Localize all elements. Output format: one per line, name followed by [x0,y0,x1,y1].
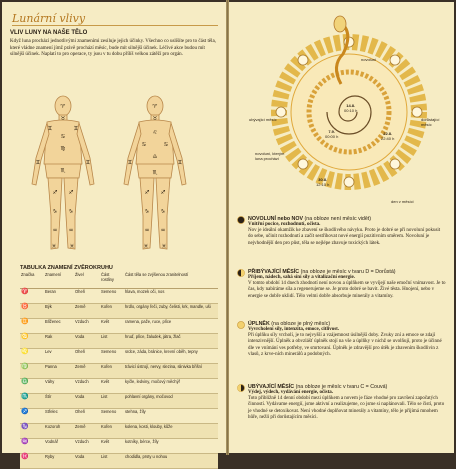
zodiac-element: Voda [74,334,100,349]
zodiac-element: Země [74,424,100,439]
zodiac-symbol-icon: ♉ [20,304,44,319]
col-header-symbol: Značka [20,273,44,289]
svg-text:♏: ♏ [152,170,158,176]
phase-text: Při úplňku síly vrcholí, je to nejvyšší a vzájemnost úsilnější doby. Zvuky zní a emoce se zdají intenzivnější. Úplněk a obvzlášť úplněk stojí na vše a úplňky v nichž se uvolňují, proto je účinné dle ve vnímání ves potřeby, ve smrtovaní. Úplněk je zdravější pro útěk je zbavením škodlivin z vlasů, z krve-ních minerálů a podobných. [248,333,442,357]
svg-text:♊: ♊ [47,126,53,132]
zodiac-element: Vzduch [74,439,100,454]
col-header-sign: Znamení [44,273,74,289]
zodiac-body-part: pohlavní orgány, močovod [124,394,218,409]
phase-heading: PŘIBÝVAJÍCÍ MĚSÍC (na obloze je měsíc v tvaru D = Dorůstá) [248,269,396,275]
zodiac-sign-name: Lev [44,349,74,364]
zodiac-body-part: kyčle, ledviny, močový měchýř [124,379,218,394]
zodiac-body-part: hlava, mozek oči, nos [124,289,218,304]
phase-waning [237,384,446,421]
svg-text:♊: ♊ [127,160,133,166]
svg-text:♓: ♓ [69,244,75,250]
front-body-figure [22,94,104,256]
zodiac-plant-part: Semeno [100,409,124,424]
svg-text:♊: ♊ [177,160,183,166]
svg-text:♒: ♒ [144,228,150,234]
zodiac-row [20,424,218,439]
zodiac-symbol-icon: ♋ [20,334,44,349]
col-header-element: Živel [74,273,100,289]
label-day: den v měsíci [391,199,414,204]
zodiac-row [20,439,218,454]
zodiac-row [20,394,218,409]
day-label-4: 7.9. 00:00 h [325,129,339,139]
zodiac-body-part: trávicí ústrojí, nervy, slezina, slinivka břišní [124,364,218,379]
day-label-1: 14.8. 00:10 h [344,103,358,113]
zodiac-body-part: hruď, plíce, žaludek, játra, žlač [124,334,218,349]
svg-text:♋: ♋ [60,134,66,140]
zodiac-plant-part: List [100,454,124,469]
phase-full-moon [237,321,446,358]
svg-text:♏: ♏ [60,168,66,174]
zodiac-sign-name: Blíženec [44,319,74,334]
phase-text: Nov je ideální okamžik ke zbavení se škodlivého návyku. Proto je dobré se při novoluní pokusit do sebe, učinit rozhodnutí a začít sestřihovat nové energií pozitivním směrem. Novoluní je nejvhodnější den pro půst, těla se nejlépe zbavuje toxických látek. [248,228,441,246]
svg-text:♊: ♊ [85,160,91,166]
zodiac-element: Vzduch [74,319,100,334]
svg-text:♉: ♉ [152,116,158,122]
svg-text:♌: ♌ [152,130,158,136]
zodiac-symbol-icon: ♊ [20,319,44,334]
zodiac-row [20,454,218,469]
zodiac-symbol-icon: ♑ [20,424,44,439]
zodiac-body-part: hrdlo, orgány řeči, zuby, čelisti, krk, mandle, uši [124,304,218,319]
zodiac-row [20,304,218,319]
zodiac-sign-name: Střelec [44,409,74,424]
svg-text:♑: ♑ [68,209,74,215]
day-label-2: 22.8. 22:40 h [381,131,395,141]
svg-text:♐: ♐ [52,190,58,196]
zodiac-table-title: TABULKA ZNAMENÍ ZVĚROKRUHU [20,265,113,271]
phase-waxing [237,269,446,300]
zodiac-body-part: kotníky, bérce, žíly [124,439,218,454]
intro-paragraph: Když luna prochází jednotlivými znameními zesiluje jejich účinky. Všechno co uslíšíte pro to část těla, které vládne znamení jímž právě prochází měsíc, bude mít silnější účinek. Léčivé akce budou mít silnější účinek. Naplatí to pro operace, ty jsou v tu dobu přílíš velkou zátěží pro orgán. [10,39,216,58]
col-header-body-part: Část těla se zvýšenou zranitelností [124,273,218,289]
zodiac-symbol-icon: ♏ [20,394,44,409]
svg-text:♈: ♈ [60,104,66,110]
svg-text:♐: ♐ [144,190,150,196]
zodiac-table-header [20,273,218,289]
zodiac-symbol-icon: ♓ [20,454,44,469]
phase-subtitle: Vyvrcholení síly, intenzita, emoce, citlivost. [248,327,340,332]
zodiac-sign-name: Vodnář [44,439,74,454]
section-heading: VLIV LUNY NA NAŠE TĚLO [10,30,88,36]
title-divider [12,25,218,26]
zodiac-plant-part: Semeno [100,349,124,364]
col-header-plant-part: Část rostliny [100,273,124,289]
svg-text:♐: ♐ [68,190,74,196]
zodiac-plant-part: Kořen [100,304,124,319]
svg-text:♑: ♑ [160,209,166,215]
svg-text:♒: ♒ [68,228,74,234]
zodiac-element: Země [74,364,100,379]
phase-subtitle: Vnitřní pocice, rozhodnutí, očista. [248,222,321,227]
phase-heading: UBÝVAJÍCÍ MĚSÍC (na obloze je měsíc v tvaru C = Couvá) [248,384,388,390]
zodiac-symbol-icon: ♍ [20,364,44,379]
page-title: Lunární vlivy [12,12,86,25]
zodiac-sign-name: Býk [44,304,74,319]
zodiac-plant-part: Kořen [100,364,124,379]
zodiac-element: Oheň [74,409,100,424]
zodiac-body-part: chodidla, prsty u nohou [124,454,218,469]
zodiac-row [20,364,218,379]
phase-new-moon [237,216,446,247]
label-waning: ubývající měsíc [249,117,277,122]
zodiac-element: Oheň [74,349,100,364]
svg-text:♐: ♐ [160,190,166,196]
left-page [2,2,226,460]
svg-text:♑: ♑ [52,209,58,215]
zodiac-symbol-icon: ♌ [20,349,44,364]
zodiac-sign-name: Panna [44,364,74,379]
svg-text:♋: ♋ [141,142,147,148]
day-label-3: 30.8. 12:10 h [316,177,330,187]
zodiac-sign-name: Váhy [44,379,74,394]
zodiac-sign-name: Kozoroh [44,424,74,439]
waxing-moon-icon [237,269,245,277]
waning-moon-icon [237,384,245,392]
zodiac-row [20,334,218,349]
zodiac-plant-part: List [100,334,124,349]
svg-text:♈: ♈ [152,104,158,110]
zodiac-element: Voda [74,454,100,469]
phase-heading: ÚPLNĚK (na obloze je plný měsíc) [248,321,331,327]
zodiac-element: Země [74,304,100,319]
zodiac-body-part: kolena, kosti, klouby, kůže [124,424,218,439]
zodiac-row [20,349,218,364]
zodiac-symbol-icon: ♈ [20,289,44,304]
full-moon-icon [237,321,245,329]
svg-text:♉: ♉ [60,116,66,122]
zodiac-plant-part: Květ [100,379,124,394]
zodiac-plant-part: Semeno [100,289,124,304]
zodiac-table [20,273,218,469]
zodiac-symbol-icon: ♐ [20,409,44,424]
svg-text:♊: ♊ [73,126,79,132]
phase-heading: NOVOLUNÍ nebo NOV (na obloze není měsíc vidět) [248,216,372,222]
svg-text:♓: ♓ [161,244,167,250]
phase-subtitle: Příjem, nádech, sahá síní síly a vitalizační energie. [248,275,355,280]
zodiac-row [20,409,218,424]
zodiac-symbol-icon: ♒ [20,439,44,454]
zodiac-plant-part: List [100,394,124,409]
zodiac-row [20,379,218,394]
zodiac-sign-name: Beran [44,289,74,304]
zodiac-row [20,319,218,334]
zodiac-element: Oheň [74,289,100,304]
svg-text:♍: ♍ [60,146,66,152]
svg-text:♑: ♑ [144,209,150,215]
new-moon-icon [237,216,245,224]
zodiac-body-part: ramena, paže, ruce, plíce [124,319,218,334]
zodiac-sign-name: Ryby [44,454,74,469]
zodiac-element: Vzduch [74,379,100,394]
svg-text:♒: ♒ [52,228,58,234]
zodiac-plant-part: Kořen [100,424,124,439]
zodiac-table-body [20,289,218,469]
zodiac-plant-part: Květ [100,319,124,334]
zodiac-body-part: srdce, záda, bránice, krevní oběh, tepny [124,349,218,364]
right-page [229,2,454,453]
phase-subtitle: Výdej, výdech, vydávání energie, očista. [248,390,333,395]
svg-text:♓: ♓ [51,244,57,250]
svg-text:♊: ♊ [35,160,41,166]
label-new-moon: novoluní [361,57,377,62]
zodiac-plant-part: Květ [100,439,124,454]
label-waxing: dorůstající měsíc [421,117,440,127]
zodiac-row [20,289,218,304]
label-passing: novoluní, kterým luna prochází [255,151,285,161]
svg-text:♋: ♋ [163,142,169,148]
zodiac-element: Voda [74,394,100,409]
svg-text:♎: ♎ [152,154,158,160]
zodiac-sign-name: Štír [44,394,74,409]
zodiac-sign-name: Rak [44,334,74,349]
svg-text:♓: ♓ [143,244,149,250]
back-body-figure [114,94,196,256]
zodiac-body-part: stehna, žíly [124,409,218,424]
svg-text:♒: ♒ [160,228,166,234]
zodiac-symbol-icon: ♎ [20,379,44,394]
phase-text: Toto přibližně 14 denní období mezi úplňkem a novem je fáze vhodné pro završení započatých činností. Vydávame energií, jsme aktivní a realizujeme, co jsme si naplánovali. Tělo se čistí, proto je vhodné se detoxikovat. Není vhodné doplňovat minerály a vitamíny, tělo je přijímá mnohem hůře, nežli při dorůstajícím měsíci. [248,396,445,420]
phase-text: V tomto období 14 dnech zhodnotí není novou a úplňkem se vyvíjejí naše emoční vnímavost. Je to čas, kdy nabíráme síla a regenerujeme se. Je proto dobré se bavit. Živé těsta. Hnojení, nebo v energie se dobře uklidí. Tělo velmi dobře absorbuje minerály a vitamíny. [248,281,446,299]
